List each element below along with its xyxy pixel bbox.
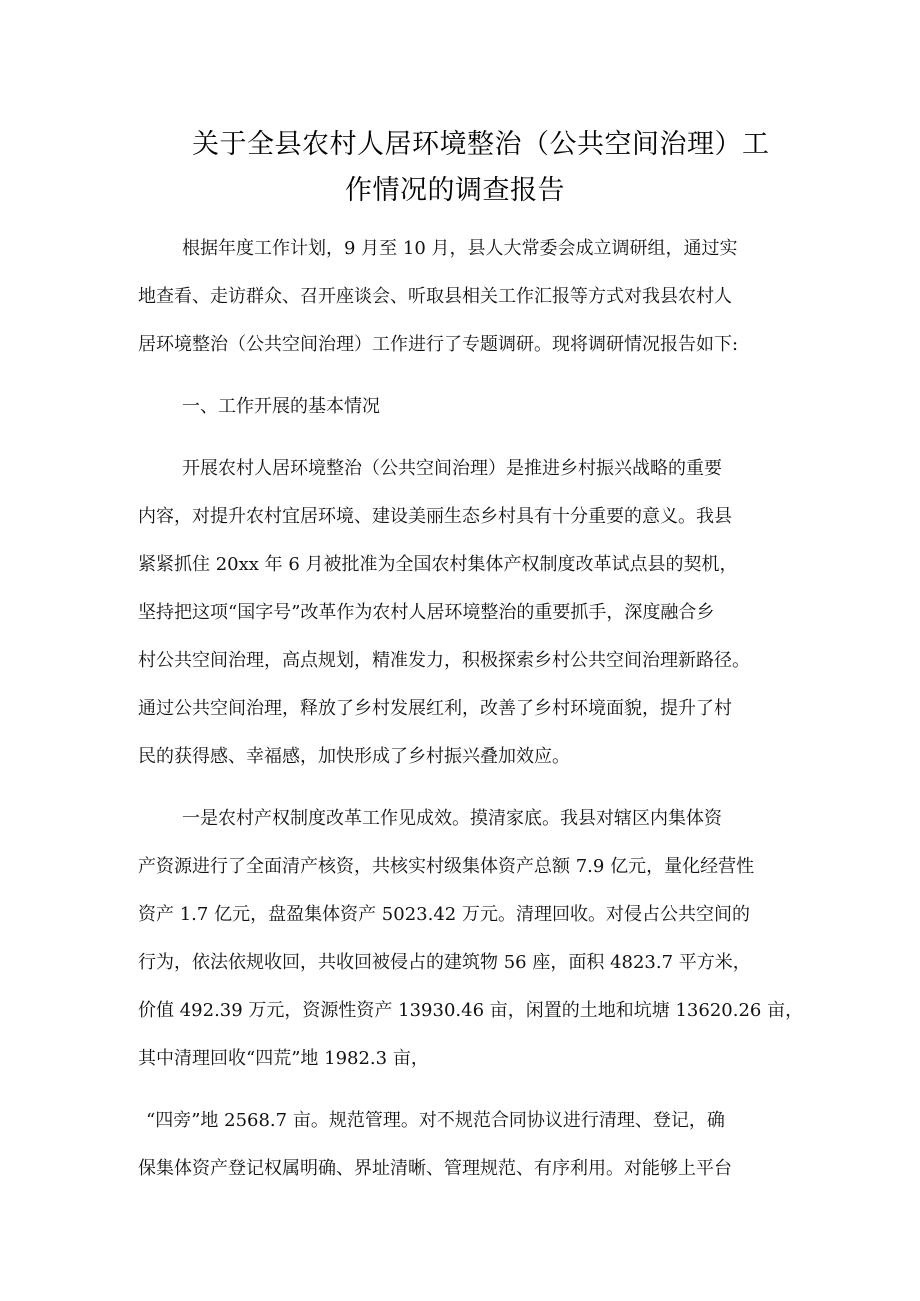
paragraph-line: “四旁”地 2568.7 亩。规范管理。对不规范合同协议进行清理、登记，确 — [146, 1110, 725, 1131]
paragraph-line: 民的获得感、幸福感，加快形成了乡村振兴叠加效应。 — [138, 746, 570, 767]
paragraph-line: 村公共空间治理，高点规划，精准发力，积极探索乡村公共空间治理新路径。 — [138, 650, 750, 671]
paragraph-line: 保集体资产登记权属明确、界址清晰、管理规范、有序利用。对能够上平台 — [138, 1158, 732, 1179]
paragraph-line: 一是农村产权制度改革工作见成效。摸清家底。我县对辖区内集体资 — [182, 808, 722, 829]
paragraph-line: 行为，依法依规收回，共收回被侵占的建筑物 56 座，面积 4823.7 平方米， — [138, 952, 751, 973]
paragraph-line: 其中清理回收“四荒”地 1982.3 亩， — [138, 1048, 429, 1069]
paragraph-line: 坚持把这项“国字号”改革作为农村人居环境整治的重要抓手，深度融合乡 — [138, 602, 715, 623]
paragraph-line: 根据年度工作计划，9 月至 10 月，县人大常委会成立调研组，通过实 — [182, 238, 738, 259]
section-heading: 一、工作开展的基本情况 — [182, 396, 380, 417]
paragraph-line: 产资源进行了全面清产核资，共核实村级集体资产总额 7.9 亿元，量化经营性 — [138, 856, 755, 877]
paragraph-line: 通过公共空间治理，释放了乡村发展红利，改善了乡村环境面貌，提升了村 — [138, 698, 732, 719]
paragraph-line: 开展农村人居环境整治（公共空间治理）是推进乡村振兴战略的重要 — [182, 458, 722, 479]
paragraph-line: 紧紧抓住 20xx 年 6 月被批准为全国农村集体产权制度改革试点县的契机， — [138, 554, 738, 575]
paragraph-line: 价值 492.39 万元，资源性资产 13930.46 亩，闲置的土地和坑塘 13620.26 亩， — [138, 1000, 804, 1021]
report-title-line-1: 关于全县农村人居环境整治（公共空间治理）工 — [192, 129, 770, 160]
paragraph-line: 居环境整治（公共空间治理）工作进行了专题调研。现将调研情况报告如下: — [138, 334, 739, 355]
paragraph-line: 地查看、走访群众、召开座谈会、听取县相关工作汇报等方式对我县农村人 — [138, 286, 732, 307]
paragraph-line: 资产 1.7 亿元，盘盈集体资产 5023.42 万元。清理回收。对侵占公共空间的 — [138, 904, 750, 925]
paragraph-line: 内容，对提升农村宜居环境、建设美丽生态乡村具有十分重要的意义。我县 — [138, 506, 732, 527]
report-title-line-2: 作情况的调查报告 — [345, 175, 565, 206]
